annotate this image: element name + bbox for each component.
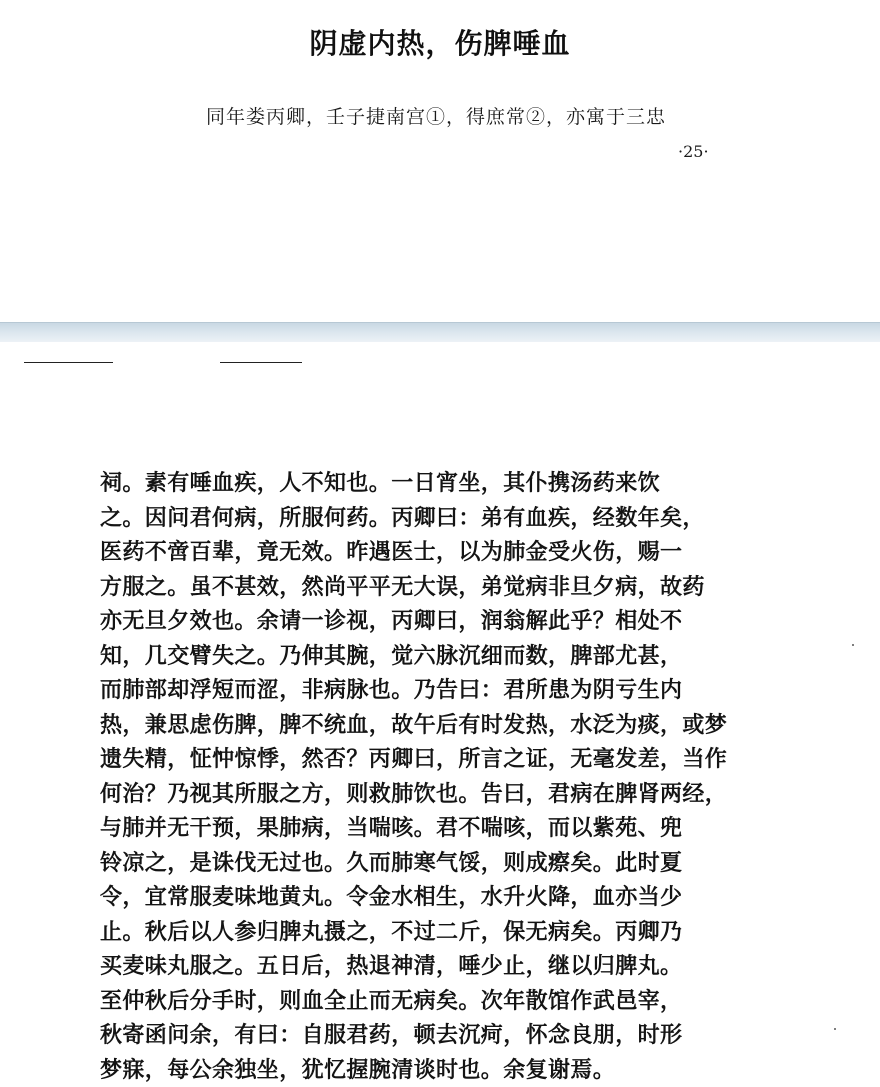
- text-line: 买麦味丸服之。五日后，热退神清，唾少止，继以归脾丸。: [100, 949, 740, 984]
- text-line: 止。秋后以人参归脾丸摄之，不过二斤，保无病矣。丙卿乃: [100, 915, 740, 950]
- header-rule-right: [220, 362, 302, 363]
- text-line: 而肺部却浮短而涩，非病脉也。乃告曰：君所患为阴亏生内: [100, 673, 740, 708]
- text-line: 亦无旦夕效也。余请一诊视，丙卿曰，润翁解此乎？相处不: [100, 604, 740, 639]
- text-line: 铃凉之，是诛伐无过也。久而肺寒气馁，则成瘵矣。此时夏: [100, 846, 740, 881]
- header-rule-left: [24, 362, 113, 363]
- text-line: 祠。素有唾血疾，人不知也。一日宵坐，其仆携汤药来饮: [100, 466, 740, 501]
- top-page: [0, 0, 880, 322]
- text-line: 梦寐，每公余独坐，犹忆握腕清谈时也。余复谢焉。: [100, 1053, 740, 1087]
- text-line: 之。因问君何病，所服何药。丙卿曰：弟有血疾，经数年矣，: [100, 501, 740, 536]
- page-separator: [0, 322, 880, 343]
- scan-speck: [834, 1028, 836, 1030]
- bottom-page: [0, 342, 880, 1041]
- text-line: 方服之。虽不甚效，然尚平平无大误，弟觉病非旦夕病，故药: [100, 570, 740, 605]
- text-line: 遗失精，怔忡惊悸，然否？丙卿曰，所言之证，无毫发差，当作: [100, 742, 740, 777]
- intro-line: 同年娄丙卿，壬子捷南宫①，得庶常②，亦寓于三忠: [206, 102, 666, 129]
- text-line: 热，兼思虑伤脾，脾不统血，故午后有时发热，水泛为痰，或梦: [100, 708, 740, 743]
- page-title: 阴虚内热，伤脾唾血: [0, 22, 880, 62]
- text-line: 至仲秋后分手时，则血全止而无病矣。次年散馆作武邑宰，: [100, 984, 740, 1019]
- text-line: 与肺并无干预，果肺病，当喘咳。君不喘咳，而以紫苑、兜: [100, 811, 740, 846]
- scan-speck: [852, 644, 854, 646]
- text-line: 何治？乃视其所服之方，则救肺饮也。告曰，君病在脾肾两经，: [100, 777, 740, 812]
- body-text: [100, 466, 740, 1087]
- text-line: 令，宜常服麦味地黄丸。令金水相生，水升火降，血亦当少: [100, 880, 740, 915]
- text-line: 医药不啻百辈，竟无效。昨遇医士，以为肺金受火伤，赐一: [100, 535, 740, 570]
- text-line: 知，几交臂失之。乃伸其腕，觉六脉沉细而数，脾部尤甚，: [100, 639, 740, 674]
- text-line: 秋寄函问余，有曰：自服君药，顿去沉疴，怀念良朋，时形: [100, 1018, 740, 1053]
- page-number: ·25·: [678, 142, 709, 161]
